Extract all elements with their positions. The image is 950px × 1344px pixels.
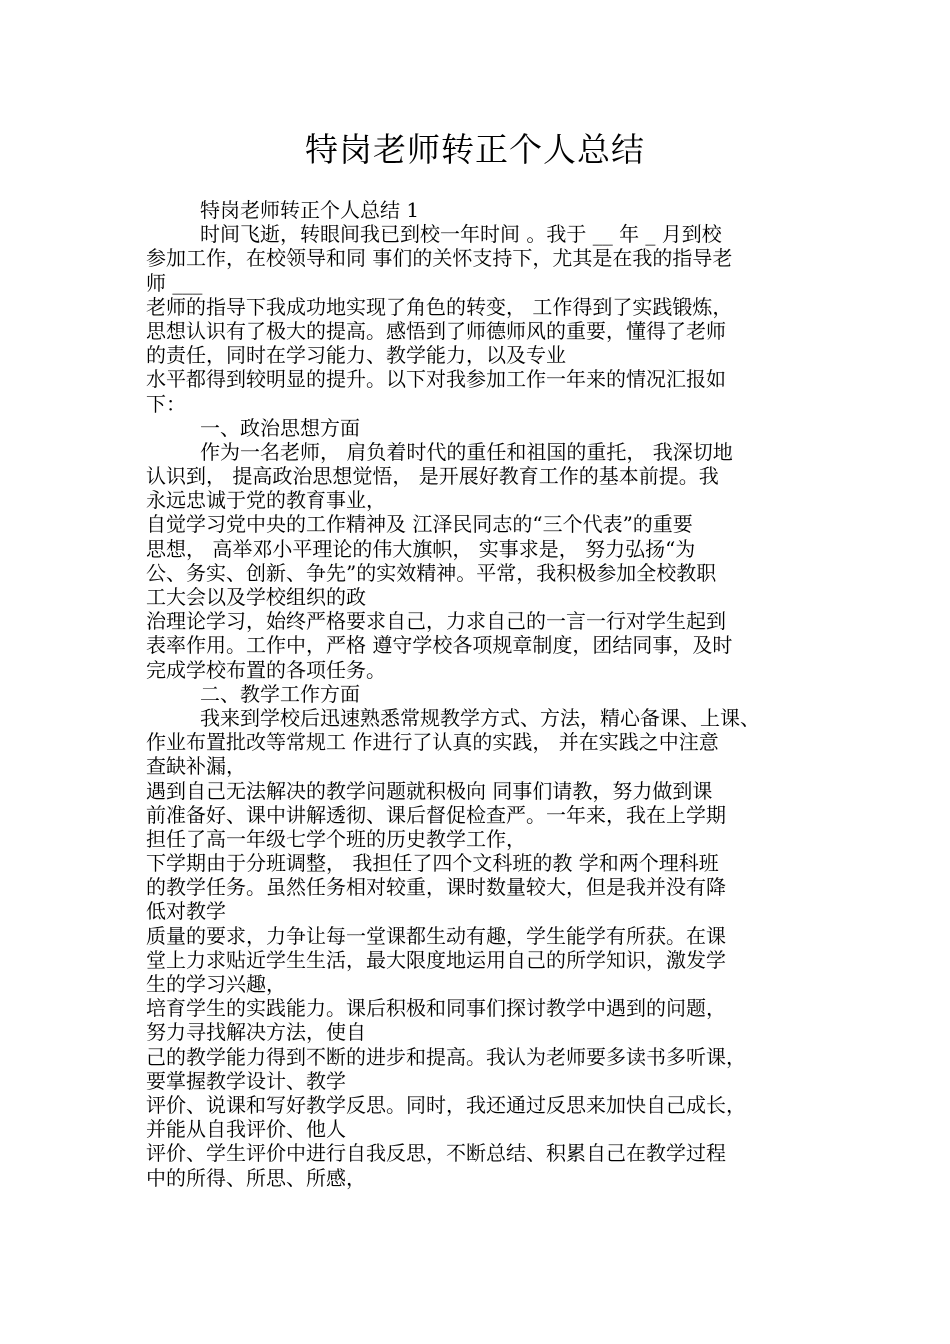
text-line: 下： — [146, 391, 186, 416]
text-line: 时间飞逝，转眼间我已到校一年时间 。我于 __ 年 _ 月到校 — [200, 222, 722, 247]
text-line: 公、务实、创新、争先”的实效精神。平常，我积极参加全校教职 — [146, 560, 717, 585]
text-line: 要掌握教学设计、教学 — [146, 1068, 346, 1093]
document-body — [146, 198, 836, 1190]
text-line: 质量的要求，力争让每一堂课都生动有趣，学生能学有所获。在课 — [146, 923, 726, 948]
text-line: 永远忠诚于党的教育事业， — [146, 488, 386, 513]
text-line: 作为一名老师， 肩负着时代的重任和祖国的重托， 我深切地 — [200, 439, 733, 464]
text-line: 并能从自我评价、他人 — [146, 1117, 346, 1142]
text-line: 培育学生的实践能力。课后积极和同事们探讨教学中遇到的问题， — [146, 996, 726, 1021]
text-line: 水平都得到较明显的提升。以下对我参加工作一年来的情况汇报如 — [146, 367, 726, 392]
text-line: 中的所得、所思、所感， — [146, 1165, 366, 1190]
text-line: 自觉学习党中央的工作精神及 江泽民同志的“三个代表”的重要 — [146, 512, 693, 537]
text-line: 一、政治思想方面 — [200, 415, 360, 440]
text-line: 低对教学 — [146, 899, 226, 924]
text-line: 参加工作，在校领导和同 事们的关怀支持下，尤其是在我的指导老 — [146, 246, 733, 271]
text-line: 工大会以及学校组织的政 — [146, 585, 366, 609]
text-line: 的责任，同时在学习能力、教学能力，以及专业 — [146, 343, 566, 368]
text-line: 堂上力求贴近学生生活，最大限度地运用自己的所学知识，激发学 — [146, 947, 726, 972]
document-title: 特岗老师转正个人总结 — [305, 130, 645, 169]
text-line: 老师的指导下我成功地实现了角色的转变， 工作得到了实践锻炼， — [146, 294, 733, 319]
text-line: 担任了高一年级七学个班的历史教学工作， — [146, 826, 526, 851]
text-line: 治理论学习，始终严格要求自己，力求自己的一言一行对学生起到 — [146, 609, 726, 634]
text-line: 生的学习兴趣， — [146, 972, 286, 996]
text-line: 努力寻找解决方法，使自 — [146, 1020, 366, 1045]
text-line: 前准备好、课中讲解透彻、课后督促检查严。一年来，我在上学期 — [146, 802, 726, 827]
text-line: 评价、学生评价中进行自我反思，不断总结、积累自己在教学过程 — [146, 1141, 726, 1166]
text-line: 二、教学工作方面 — [200, 681, 360, 706]
text-line: 我来到学校后迅速熟悉常规教学方式、方法，精心备课、上课、 — [200, 705, 760, 730]
text-line: 表率作用。工作中，严格 遵守学校各项规章制度，团结同事，及时 — [146, 633, 733, 658]
text-line: 的教学任务。虽然任务相对较重，课时数量较大，但是我并没有降 — [146, 875, 726, 900]
text-line: 查缺补漏， — [146, 754, 246, 779]
text-line: 作业布置批改等常规工 作进行了认真的实践， 并在实践之中注意 — [146, 730, 719, 755]
text-line: 特岗老师转正个人总结 1 — [200, 198, 420, 222]
text-line: 完成学校布置的各项任务。 — [146, 657, 386, 682]
text-line: 思想， 高举邓小平理论的伟大旗帜， 实事求是， 努力弘扬“为 — [146, 536, 696, 561]
text-line: 评价、说课和写好教学反思。同时，我还通过反思来加快自己成长， — [146, 1092, 746, 1117]
text-line: 遇到自己无法解决的教学问题就积极向 同事们请教，努力做到课 — [146, 778, 713, 803]
text-line: 师 ___ — [146, 270, 203, 295]
text-line: 己的教学能力得到不断的进步和提高。我认为老师要多读书多听课， — [146, 1044, 746, 1069]
text-line: 下学期由于分班调整， 我担任了四个文科班的教 学和两个理科班 — [146, 851, 719, 876]
text-line: 认识到， 提高政治思想觉悟， 是开展好教育工作的基本前提。我 — [146, 464, 719, 489]
text-line: 思想认识有了极大的提高。感悟到了师德师风的重要，懂得了老师 — [146, 318, 726, 343]
